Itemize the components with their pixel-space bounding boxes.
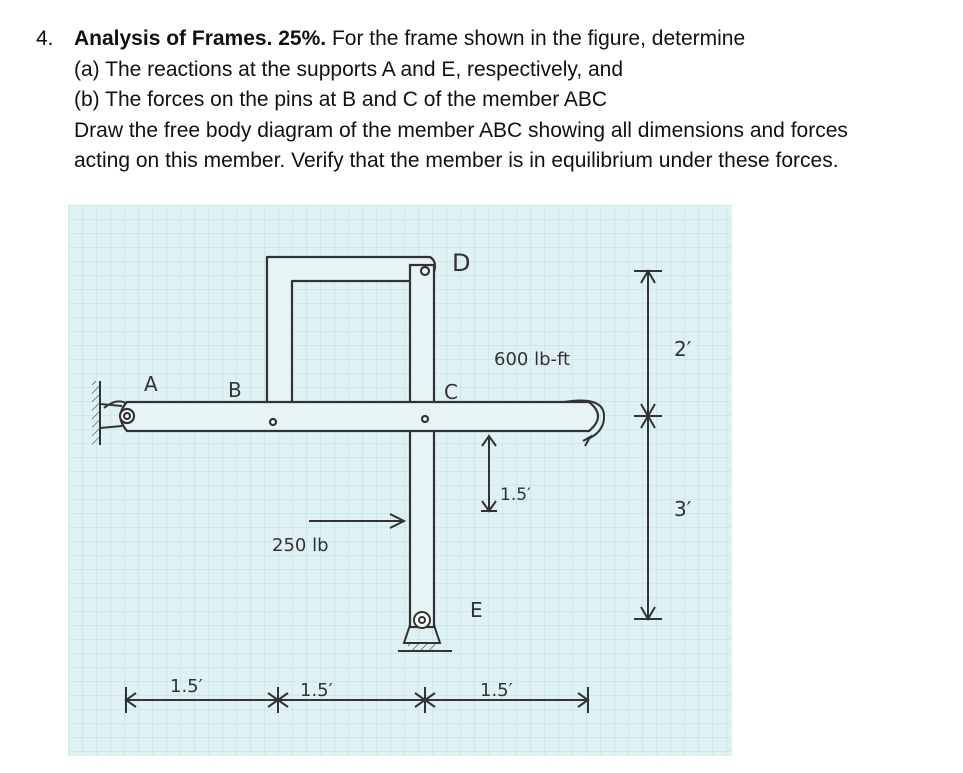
moment-label: 600 lb-ft	[494, 349, 571, 370]
problem-part-b: (b) The forces on the pins at B and C of the member ABC	[74, 88, 608, 111]
problem-heading-line	[36, 24, 946, 55]
bottom-label-1: 1.5′	[170, 676, 203, 697]
problem-title: Analysis of Frames. 25%.	[74, 27, 327, 50]
bottom-label-2: 1.5′	[300, 680, 333, 701]
problem-instruction-2: acting on this member. Verify that the member is in equilibrium under these forces.	[74, 149, 839, 172]
label-d: D	[452, 249, 471, 277]
label-c: C	[444, 380, 458, 404]
force-label: 250 lb	[272, 535, 329, 556]
label-b: B	[228, 378, 242, 402]
problem-statement	[36, 24, 946, 177]
label-a: A	[144, 372, 158, 396]
problem-number: 4.	[36, 27, 54, 50]
vertical-bottom-label: 3′	[674, 497, 692, 521]
force-height-label: 1.5′	[500, 485, 531, 505]
graph-paper-grid	[68, 205, 732, 756]
problem-intro: For the frame shown in the figure, determine	[326, 27, 746, 50]
bottom-label-3: 1.5′	[480, 680, 513, 701]
frame-figure	[68, 205, 732, 756]
vertical-top-label: 2′	[674, 337, 692, 361]
problem-part-a: (a) The reactions at the supports A and E, respectively, and	[74, 57, 624, 81]
label-e: E	[470, 598, 483, 622]
member-abc	[120, 402, 598, 431]
problem-instruction-1: Draw the free body diagram of the member ABC showing all dimensions and forces	[74, 118, 848, 142]
member-de	[410, 265, 434, 627]
